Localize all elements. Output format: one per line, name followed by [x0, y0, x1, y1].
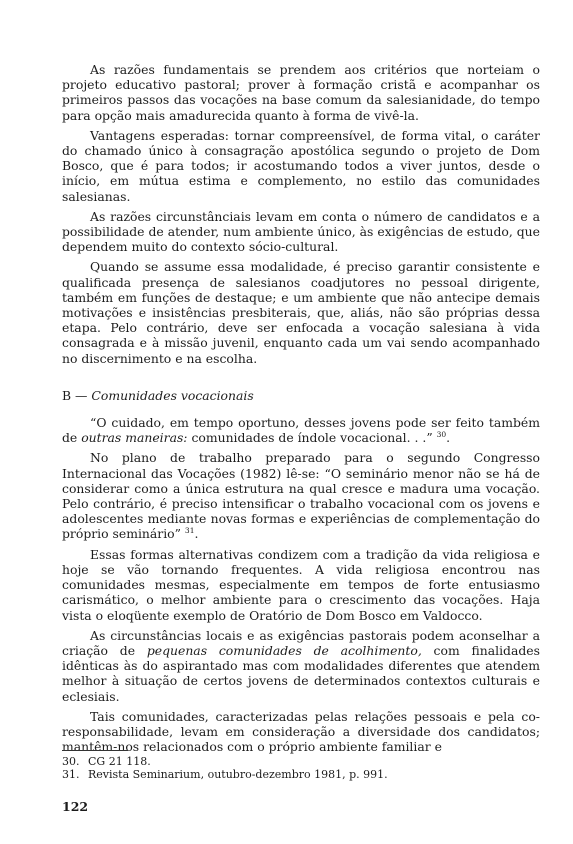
footnote-number: 30. [62, 755, 80, 768]
paragraph: As circunstâncias locais e as exigências pastorais podem aconselhar a criação de pequenas comunidades de acolhimento, com finalidades idênticas às do aspirantado mas com modalidades diferentes que atendem melhor à situação de certos jovens de determinados contextos culturais e eclesiais. [62, 627, 540, 704]
paragraph: As razões circunstânciais levam em conta o número de candidatos e a possibilidade de atender, num ambiente único, às exigências de estudo, que dependem muito do contexto sócio-cultural. [62, 208, 540, 255]
footnote [62, 768, 540, 781]
paragraph: Tais comunidades, caracterizadas pelas relações pessoais e pela co-responsabilidade, levam em consideração a diversidade dos candidatos; mantêm-nos relacionados com o próprio ambiente familiar e [62, 708, 540, 755]
footnote [62, 755, 540, 768]
paragraph: Essas formas alternativas condizem com a tradição da vida religiosa e hoje se vão tornando frequentes. A vida religiosa encontrou nas comunidades mesmas, especialmente em tempos de forte entusiasmo carismático, o melhor ambiente para o crescimento das vocações. Haja vista o eloqüente exemplo de Oratório de Dom Bosco em Valdocco. [62, 546, 540, 623]
footnote-text: Revista Seminarium, outubro-dezembro 1981, p. 991. [88, 768, 388, 781]
paragraph: Quando se assume essa modalidade, é preciso garantir consistente e qualificada presença de salesianos coadjutores no pessoal dirigente, também em funções de destaque; e um ambiente que não antecipe demais motivações e insistências presbiterais, que, aliás, não são próprias dessa etapa. Pelo contrário, deve ser enfocada a vocação salesiana à vida consagrada e à missão juvenil, enquanto cada um vai sendo acompanhado no discernimento e na escolha. [62, 259, 540, 366]
paragraph: “O cuidado, em tempo oportuno, desses jovens pode ser feito também de outras maneiras: comunidades de índole vocacional. . .” $^{30}$. [62, 415, 540, 446]
section-letter: B — [62, 387, 92, 403]
section-title: Comunidades vocacionais [91, 387, 254, 403]
page-body [62, 62, 540, 754]
footnote-text: CG 21 118. [88, 755, 151, 768]
footnote-number: 31. [62, 768, 80, 781]
footnote-ref: 31 [184, 526, 195, 536]
footnote-divider [62, 750, 128, 751]
paragraph: Vantagens esperadas: tornar compreensível, de forma vital, o caráter do chamado único à consagração apostólica segundo o projeto de Dom Bosco, que é para todos; ir acostumando todos a viver juntos, desde o início, em mútua estima e complemento, no estilo das comunidades salesianas. [62, 127, 540, 204]
footnote-ref: 30 [436, 430, 447, 440]
paragraph: No plano de trabalho preparado para o segundo Congresso Internacional das Vocações (1982) lê-se: “O seminário menor não se há de considerar como a única estrutura na qual cresce e madura uma vocação. Pelo contrário, é preciso intensificar o trabalho vocacional com os jovens e adolescentes mediante novas formas e experiências de complementação do próprio seminário” $^{31}$. [62, 450, 540, 542]
page-number: 122 [62, 799, 89, 814]
section-heading [62, 388, 540, 403]
paragraph: As razões fundamentais se prendem aos critérios que norteiam o projeto educativo pastoral; prover à formação cristã e acompanhar os primeiros passos das vocações na base comum da salesianidade, do tempo para opção mais amadurecida quanto à forma de vivê-la. [62, 62, 540, 123]
footnotes [62, 755, 540, 781]
